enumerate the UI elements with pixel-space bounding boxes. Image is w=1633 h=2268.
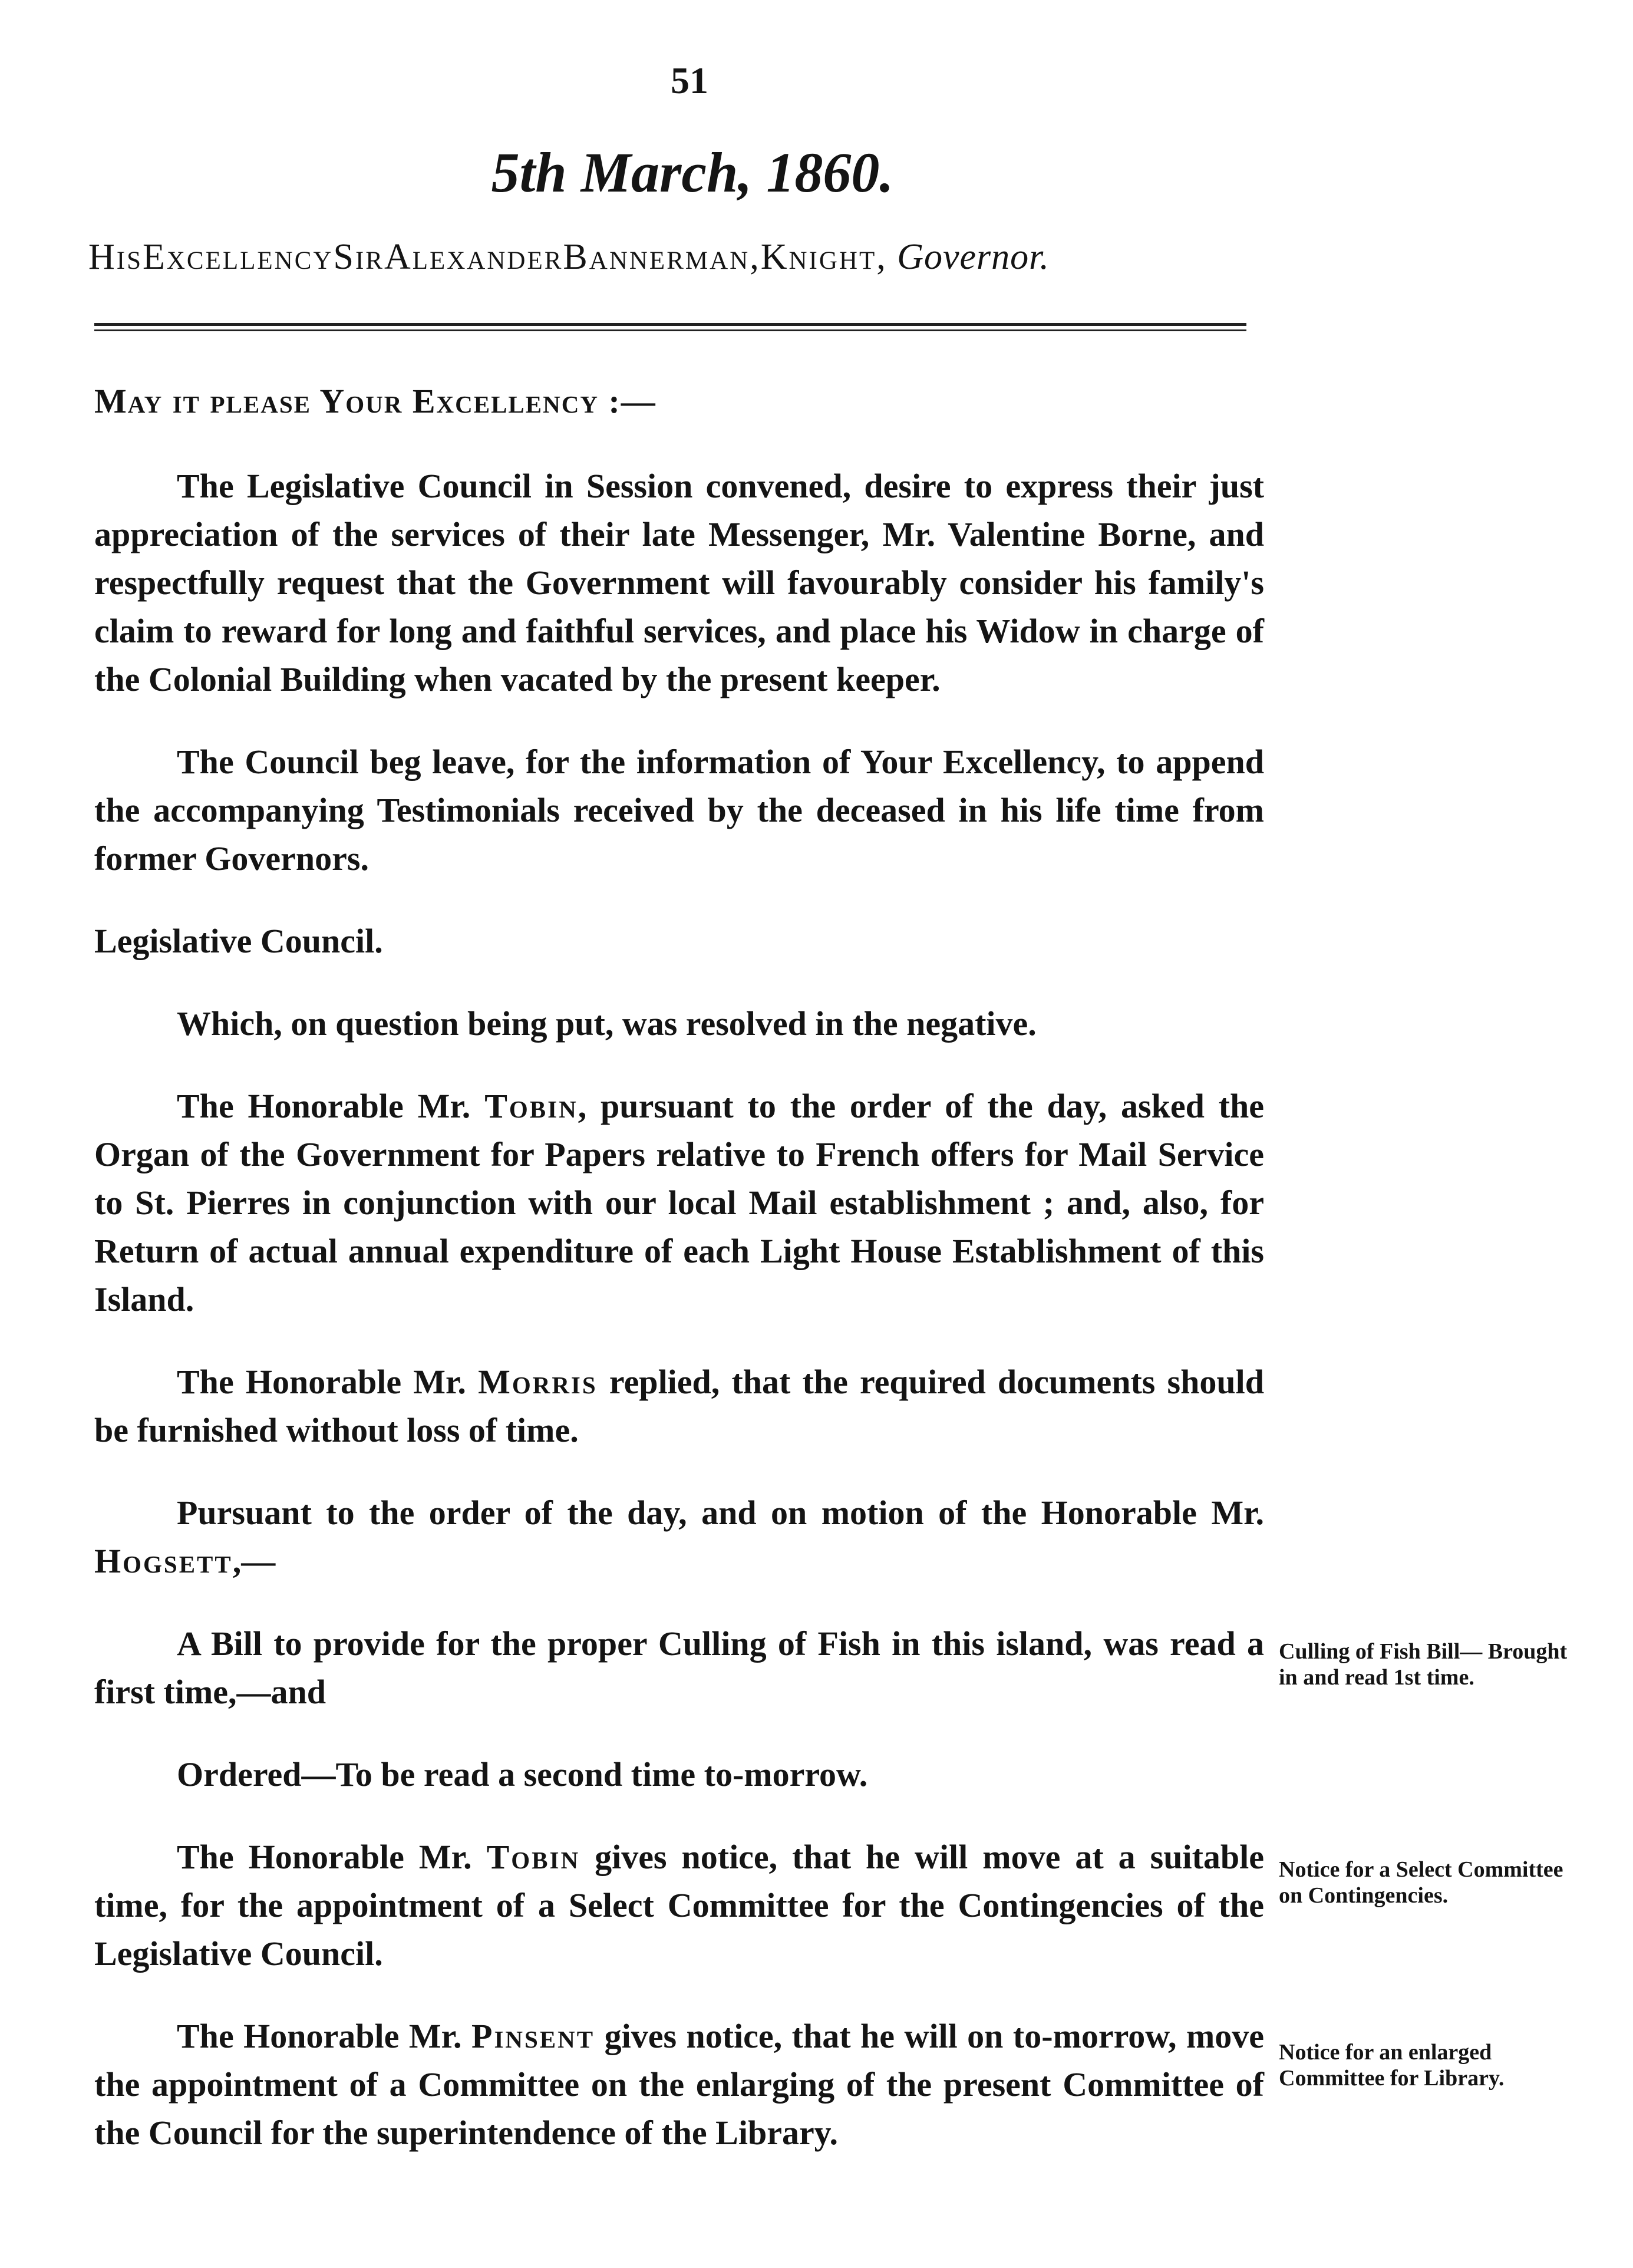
paragraph-tobin-notice (94, 1833, 1264, 1978)
paragraph-ordered: Ordered—To be read a second time to-morrow. (177, 1755, 868, 1794)
address-heading (88, 239, 1267, 275)
salutation: May it please Your Excellency :— (94, 382, 657, 420)
text-prefix: Pursuant to the order of the day, and on motion of the Honorable Mr. (177, 1494, 1264, 1532)
paragraph-address-request: The Legislative Council in Session convened, desire to express their just appreciation of the services of their late Messenger, Mr. Valentine Borne, and respectfully request that the Government will favourably consider his family's claim to reward for long and faithful services, and place his Widow in charge of the Colonial Building when vacated by the present keeper. (94, 467, 1264, 698)
paragraph-testimonials: The Council beg leave, for the information of Your Excellency, to append the accompanying Testimonials received by the deceased in his life time from former Governors. (94, 743, 1264, 878)
margin-note-culling: Culling of Fish Bill— Brought in and read 1st time. (1279, 1639, 1568, 1690)
paragraph-hogsett-motion (94, 1489, 1264, 1585)
member-name: Morris (478, 1363, 598, 1401)
paragraph-tobin-papers (94, 1082, 1264, 1324)
paragraph-culling-bill: A Bill to provide for the proper Culling of Fish in this island, was read a first time,—and (94, 1624, 1264, 1711)
text-prefix: The Honorable Mr. (177, 1363, 466, 1401)
member-name: Tobin (486, 1838, 580, 1876)
text-suffix: , pursuant to the order of the day, asked the Organ of the Government for Papers relative to French offers for Mail Service to St. Pierres in conjunction with our local Mail establishment ; and, also, for Return of actual annual expenditure of each Light House Establishment of this Island. (94, 1087, 1265, 1318)
addressee-office: Governor. (897, 237, 1050, 277)
page-number: 51 (671, 60, 708, 101)
date-heading: 5th March, 1860. (491, 141, 894, 204)
paragraph-signature: Legislative Council. (94, 922, 383, 960)
member-name: Tobin (484, 1087, 578, 1125)
margin-note-library: Notice for an enlarged Committee for Library. (1279, 2040, 1505, 2091)
paragraph-pinsent-notice (94, 2012, 1264, 2157)
text-suffix: ,— (232, 1542, 276, 1580)
member-name: Hogsett (94, 1542, 233, 1580)
document-body (94, 377, 1264, 2191)
text-prefix: The Honorable Mr. (177, 2017, 462, 2055)
member-name: Pinsent (471, 2017, 595, 2055)
text-suffix: replied, that the required documents should be furnished without loss of time. (94, 1363, 1264, 1449)
addressee: HisExcellencySirAlexanderBannerman,Knight, (88, 237, 888, 277)
text-suffix: gives notice, that he will move at a suitable time, for the appointment of a Select Committee for the Contingencies of the Legislative Council. (94, 1838, 1265, 1973)
paragraph-resolution: Which, on question being put, was resolved in the negative. (177, 1004, 1037, 1043)
text-prefix: The Honorable Mr. (177, 1838, 472, 1876)
double-rule-divider (94, 323, 1246, 331)
paragraph-morris-reply (94, 1358, 1264, 1455)
text-prefix: The Honorable Mr. (177, 1087, 471, 1125)
text-suffix: gives notice, that he will on to-morrow, move the appointment of a Committee on the enlarging of the present Committee of the Council for the superintendence of the Library. (94, 2017, 1265, 2152)
margin-note-select-committee: Notice for a Select Committee on Contingencies. (1279, 1857, 1563, 1908)
